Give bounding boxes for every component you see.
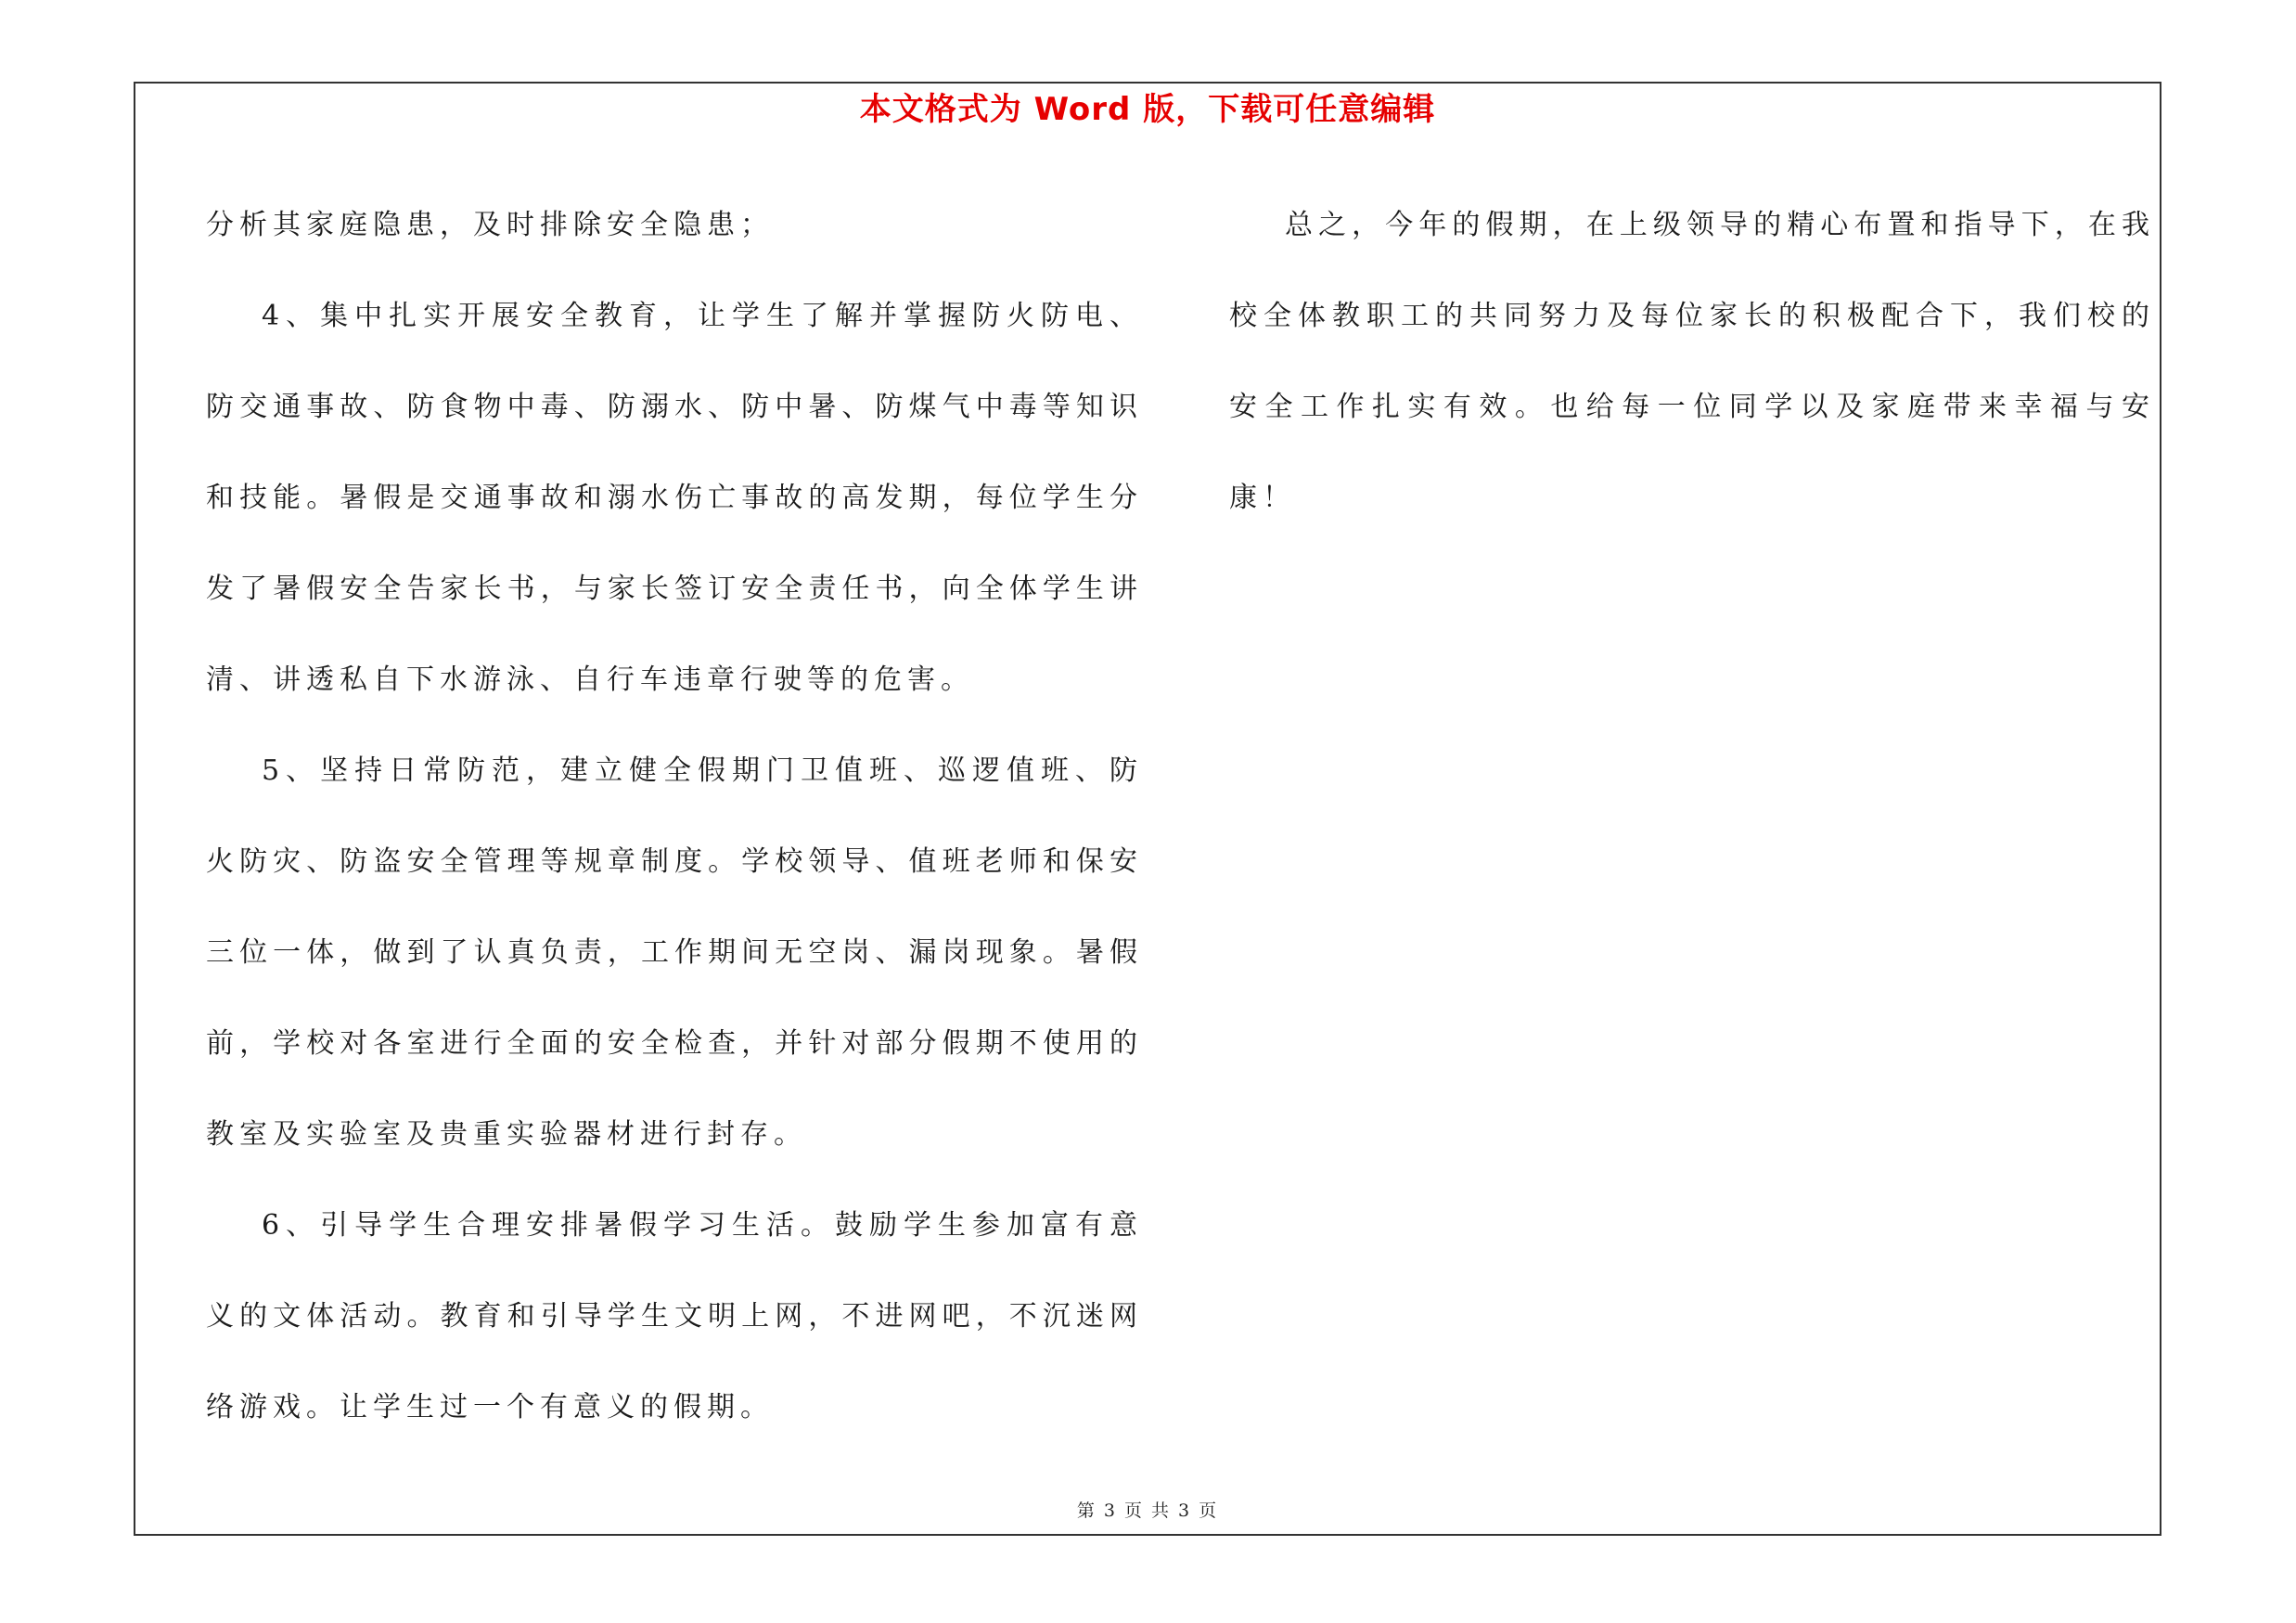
left-text-column xyxy=(206,180,1143,1453)
paragraph-item-5: 5、坚持日常防范，建立健全假期门卫值班、巡逻值班、防火防灾、防盗安全管理等规章制度。学校领导、值班老师和保安三位一体，做到了认真负责，工作期间无空岗、漏岗现象。暑假前，学校对各室进行全面的安全检查，并针对部分假期不使用的教室及实验室及贵重实验器材进行封存。 xyxy=(206,754,1143,1151)
paragraph-item-4: 4、集中扎实开展安全教育，让学生了解并掌握防火防电、防交通事故、防食物中毒、防溺水、防中暑、防煤气中毒等知识和技能。暑假是交通事故和溺水伤亡事故的高发期，每位学生分发了暑假安全告家长书，与家长签订安全责任书，向全体学生讲清、讲透私自下水游泳、自行车违章行驶等的危害。 xyxy=(206,300,1143,696)
right-text-column xyxy=(1229,180,2155,544)
paragraph-item-6: 6、引导学生合理安排暑假学习生活。鼓励学生参加富有意义的文体活动。教育和引导学生文明上网，不进网吧，不沉迷网络游戏。让学生过一个有意义的假期。 xyxy=(206,1209,1143,1423)
document-header-title: 本文格式为 Word 版，下载可任意编辑 xyxy=(859,91,1436,128)
paragraph-continuation: 分析其家庭隐患，及时排除安全隐患； xyxy=(206,209,774,241)
page-number-footer: 第 3 页 共 3 页 xyxy=(1076,1501,1219,1521)
paragraph-conclusion: 总之，今年的假期，在上级领导的精心布置和指导下，在我校全体教职工的共同努力及每位家长的积极配合下，我们校的安全工作扎实有效。也给每一位同学以及家庭带来幸福与安康！ xyxy=(1229,209,2155,514)
